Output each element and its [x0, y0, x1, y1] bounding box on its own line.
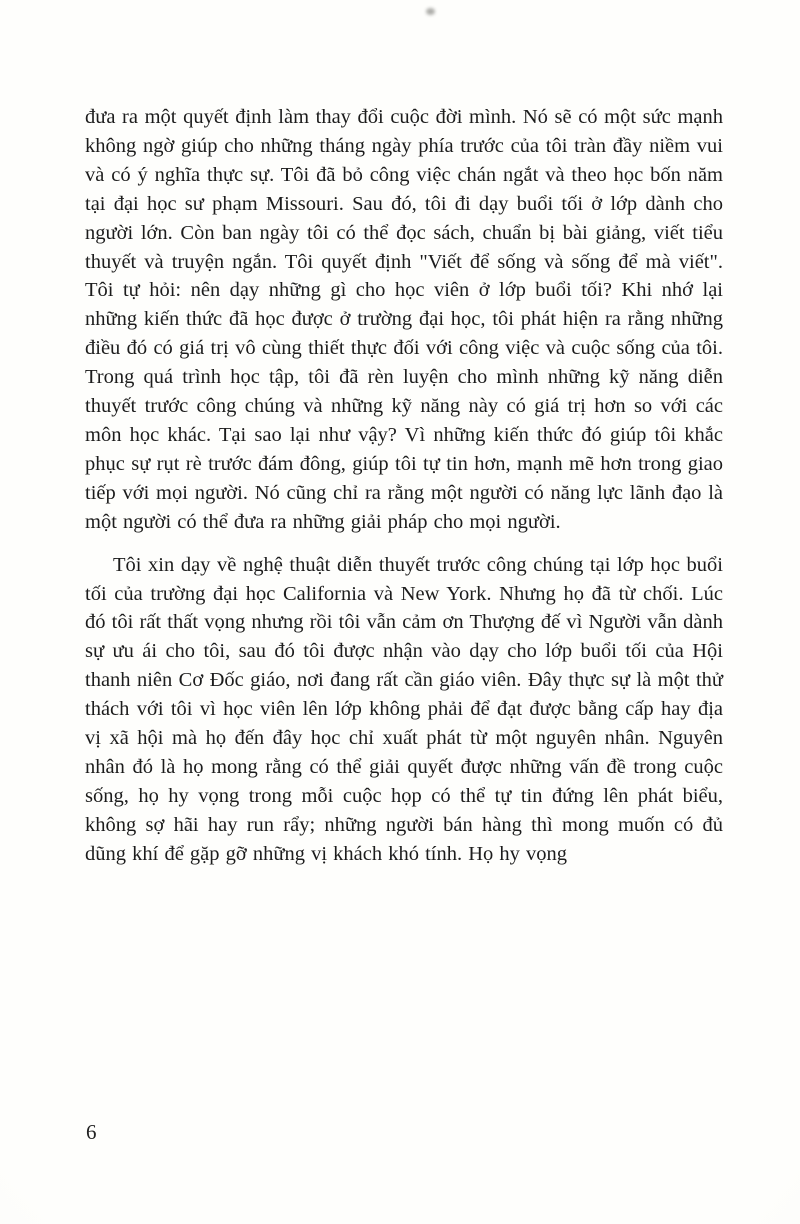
scan-artifact	[426, 8, 435, 15]
paragraph-second: Tôi xin dạy về nghệ thuật diễn thuyết trước công chúng tại lớp học buổi tối của trường đại học California và New York. Nhưng họ đã từ chối. Lúc đó tôi rất thất vọng nhưng rồi tôi vẫn cảm ơn Thượng đế vì Người vẫn dành sự ưu ái cho tôi, sau đó tôi được nhận vào dạy cho lớp buổi tối của Hội thanh niên Cơ Đốc giáo, nơi đang rất cần giáo viên. Đây thực sự là một thử thách với tôi vì học viên lên lớp không phải để đạt được bằng cấp hay địa vị xã hội mà họ đến đây học chỉ xuất phát từ một nguyên nhân. Nguyên nhân đó là họ mong rằng có thể giải quyết được những vấn đề trong cuộc sống, họ hy vọng trong mỗi cuộc họp có thể tự tin đứng lên phát biểu, không sợ hãi hay run rẩy; những người bán hàng thì mong muốn có đủ dũng khí để gặp gỡ những vị khách khó tính. Họ hy vọng	[85, 553, 723, 865]
text-block	[85, 103, 723, 883]
paragraph-continued: đưa ra một quyết định làm thay đổi cuộc đời mình. Nó sẽ có một sức mạnh không ngờ giúp cho những tháng ngày phía trước của tôi tràn đầy niềm vui và có ý nghĩa thực sự. Tôi đã bỏ công việc chán ngắt và theo học bốn năm tại đại học sư phạm Missouri. Sau đó, tôi đi dạy buổi tối ở lớp dành cho người lớn. Còn ban ngày tôi có thể đọc sách, chuẩn bị bài giảng, viết tiểu thuyết và truyện ngắn. Tôi quyết định "Viết để sống và sống để mà viết". Tôi tự hỏi: nên dạy những gì cho học viên ở lớp buổi tối? Khi nhớ lại những kiến thức đã học được ở trường đại học, tôi phát hiện ra rằng những điều đó có giá trị vô cùng thiết thực đối với công việc và cuộc sống của tôi. Trong quá trình học tập, tôi đã rèn luyện cho mình những kỹ năng diễn thuyết trước công chúng và những kỹ năng này có giá trị hơn so với các môn học khác. Tại sao lại như vậy? Vì những kiến thức đó giúp tôi khắc phục sự rụt rè trước đám đông, giúp tôi tự tin hơn, mạnh mẽ hơn trong giao tiếp với mọi người. Nó cũng chỉ ra rằng một người có năng lực lãnh đạo là một người có thể đưa ra những giải pháp cho mọi người.	[85, 106, 723, 533]
page-number: 6	[86, 1120, 97, 1144]
